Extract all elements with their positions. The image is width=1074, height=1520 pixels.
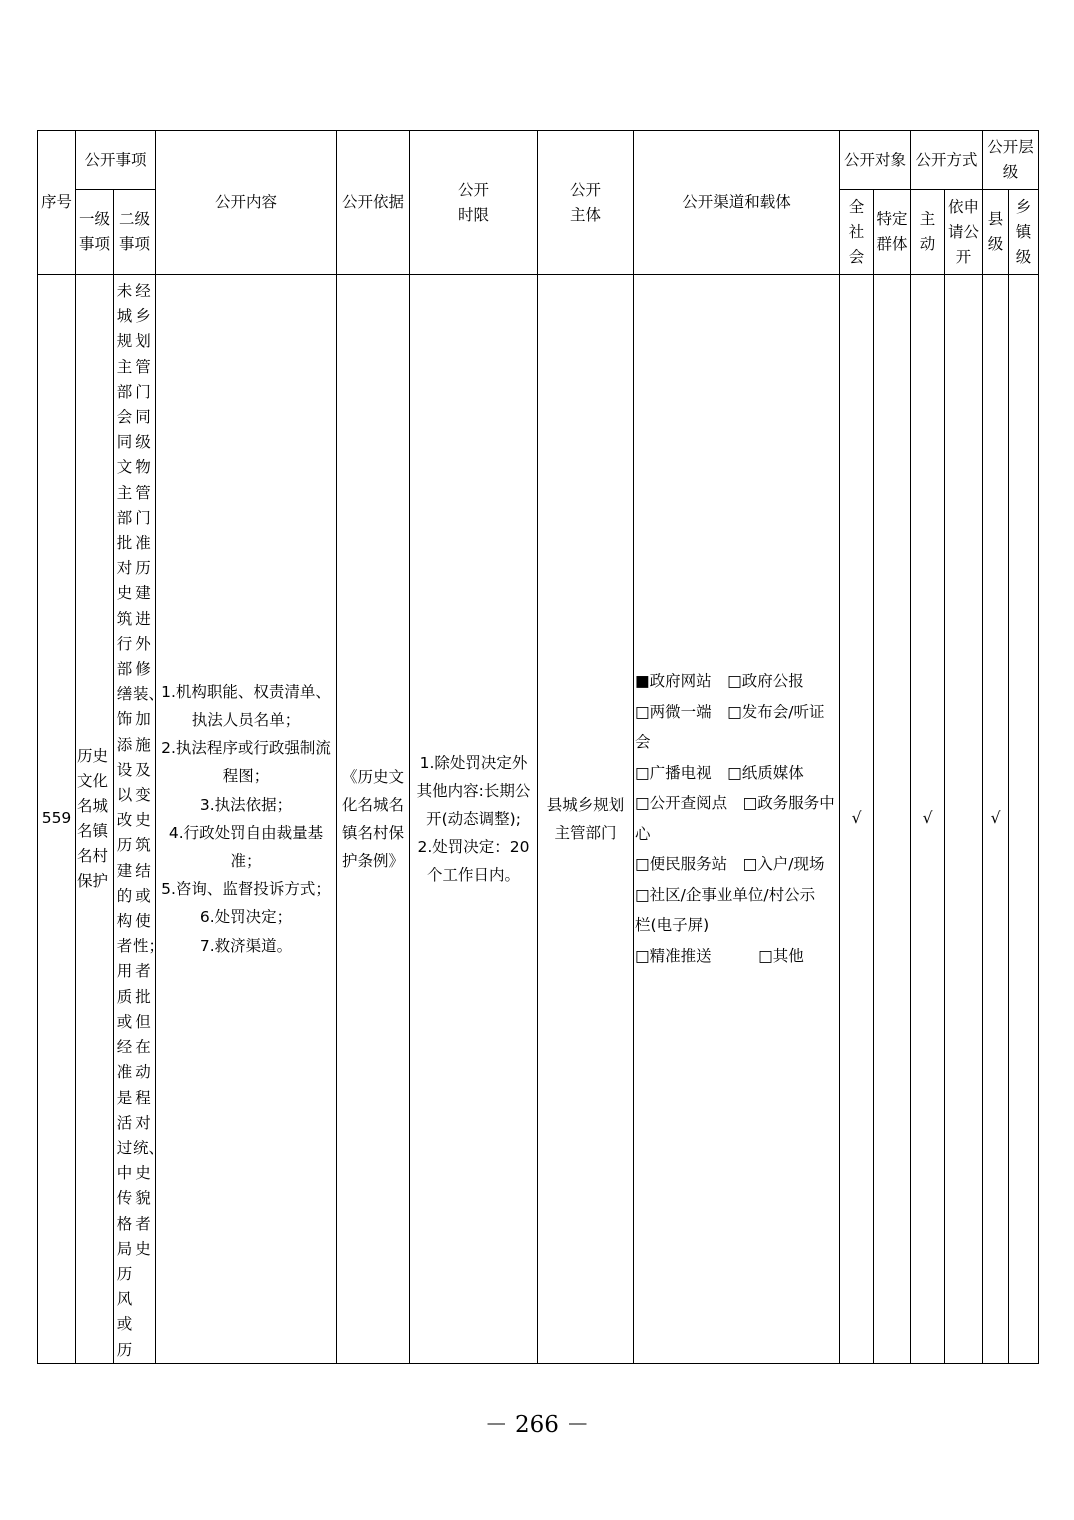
header-level-group <box>983 131 1039 190</box>
row-subject-lines <box>538 791 633 847</box>
header-basis: 公开依据 <box>337 131 410 275</box>
header-subject <box>538 131 634 275</box>
header-level-town-line: 乡 <box>1015 197 1032 216</box>
row-content-lines <box>156 678 336 960</box>
header-subject-line: 公开 <box>570 180 602 199</box>
basis-line: 《历史文 <box>342 767 405 786</box>
content-line: 7.救济渠道。 <box>199 936 293 955</box>
row-seq: 559 <box>38 275 76 1364</box>
header-target-all-line: 社 <box>848 222 865 241</box>
time-line: 个工作日内。 <box>427 865 521 884</box>
header-channels: 公开渠道和载体 <box>634 131 840 275</box>
row-basis-lines <box>337 763 409 875</box>
header-level-line: 级 <box>1002 163 1019 181</box>
channel-line: □精准推送 □其他 <box>635 946 804 965</box>
header-seq: 序号 <box>38 131 76 275</box>
time-line: 2.处罚决定：20 <box>417 837 530 856</box>
subject-line: 县城乡规划 <box>546 795 625 814</box>
content-line: 3.执法依据； <box>199 795 293 814</box>
content-line: 程图； <box>222 767 270 786</box>
basis-line: 护条例》 <box>342 851 405 870</box>
row-target-all: √ <box>840 275 874 1364</box>
header-method-request <box>945 190 983 275</box>
row-channel-lines <box>634 666 839 971</box>
row-level-town <box>1009 275 1039 1364</box>
header-method-active <box>911 190 945 275</box>
row-lvl2-col-right: 经乡划管门同级物管门准历建进外修装、加施及变史筑结或使性；者批但在动程对统、史貌者史 <box>133 282 165 1258</box>
row-lvl2-columns <box>114 275 165 1363</box>
content-line: 1.机构职能、权责清单、 <box>161 682 331 701</box>
header-lvl2-line: 事项 <box>119 235 151 253</box>
row-lvl1: 历史文化名城名镇名村保护 <box>76 275 114 1364</box>
header-method-request-line: 请公 <box>948 222 980 241</box>
header-level-town-line: 级 <box>1015 247 1032 266</box>
row-subject <box>538 275 634 1364</box>
channel-line: □两微一端 □发布会/听证 <box>635 702 825 721</box>
header-lvl2-line: 二级 <box>119 210 151 228</box>
row-time-limit <box>410 275 538 1364</box>
channel-line: □公开查阅点 □政务服务中 <box>635 794 835 813</box>
content-line: 执法人员名单； <box>191 711 301 730</box>
row-method-request <box>945 275 983 1364</box>
row-lvl2 <box>114 275 165 1364</box>
content-line: 2.执法程序或行政强制流 <box>161 739 331 758</box>
header-method-active-line: 动 <box>919 235 936 253</box>
header-lvl2 <box>114 190 156 275</box>
header-level-line: 公开层 <box>987 138 1034 156</box>
content-line: 6.处罚决定； <box>199 908 293 927</box>
channel-line: □广播电视 □纸质媒体 <box>635 763 804 782</box>
row-channels <box>634 275 840 1364</box>
header-level-county-line: 级 <box>987 235 1004 253</box>
row-basis <box>337 275 410 1364</box>
disclosure-table <box>37 130 1039 1364</box>
channel-line: □社区/企事业单位/村公示 <box>635 885 816 904</box>
header-target-all-line: 全 <box>848 197 865 216</box>
header-method-active-line: 主 <box>919 210 936 228</box>
header-subject-line: 主体 <box>570 205 602 224</box>
row-time-lines <box>410 749 537 889</box>
header-lvl1 <box>76 190 114 275</box>
channel-line: 心 <box>635 824 651 843</box>
time-line: 其他内容:长期公 <box>416 781 531 800</box>
header-level-county-line: 县 <box>987 210 1004 228</box>
header-content: 公开内容 <box>156 131 337 275</box>
row-level-county: √ <box>983 275 1009 1364</box>
header-lvl1-line: 一级 <box>78 210 110 228</box>
time-line: 开(动态调整); <box>426 809 521 828</box>
header-item-group: 公开事项 <box>76 131 156 190</box>
basis-line: 化名城名 <box>342 795 405 814</box>
header-time-line: 时限 <box>458 205 490 224</box>
subject-line: 主管部门 <box>554 823 617 842</box>
channel-line: 栏(电子屏) <box>635 916 710 935</box>
header-target-specific-line: 特定 <box>876 210 908 228</box>
row-lvl2-col-left: 未城规主部会同文主部批对史筑行部缮饰添设以改历建的构者用质或经准是活过中传格局历风或历 <box>116 282 133 1359</box>
header-target-specific-line: 群体 <box>876 235 908 253</box>
page-number: － 266 － <box>484 1412 590 1438</box>
channel-line: 会 <box>635 733 651 752</box>
row-method-active: √ <box>911 275 945 1364</box>
header-target-specific <box>874 190 911 275</box>
header-level-town <box>1009 190 1039 275</box>
header-method-request-line: 依申 <box>948 197 980 216</box>
header-target-all <box>840 190 874 275</box>
content-line: 4.行政处罚自由裁量基 <box>168 823 324 842</box>
channel-line: □便民服务站 □入户/现场 <box>635 855 825 874</box>
header-target-all-line: 会 <box>848 247 865 266</box>
header-level-county <box>983 190 1009 275</box>
header-method-group: 公开方式 <box>911 131 983 190</box>
channel-line: ■政府网站 □政府公报 <box>635 672 804 691</box>
content-line: 准； <box>230 852 262 871</box>
content-line: 5.咨询、监督投诉方式； <box>161 880 331 899</box>
header-level-town-line: 镇 <box>1015 222 1032 241</box>
basis-line: 镇名村保 <box>342 823 405 842</box>
header-time-limit <box>410 131 538 275</box>
row-content <box>156 275 337 1364</box>
header-method-request-line: 开 <box>955 247 972 266</box>
header-lvl1-line: 事项 <box>78 235 110 253</box>
header-time-line: 公开 <box>458 180 490 199</box>
time-line: 1.除处罚决定外 <box>419 753 528 772</box>
row-target-specific <box>874 275 911 1364</box>
header-target-group: 公开对象 <box>840 131 911 190</box>
